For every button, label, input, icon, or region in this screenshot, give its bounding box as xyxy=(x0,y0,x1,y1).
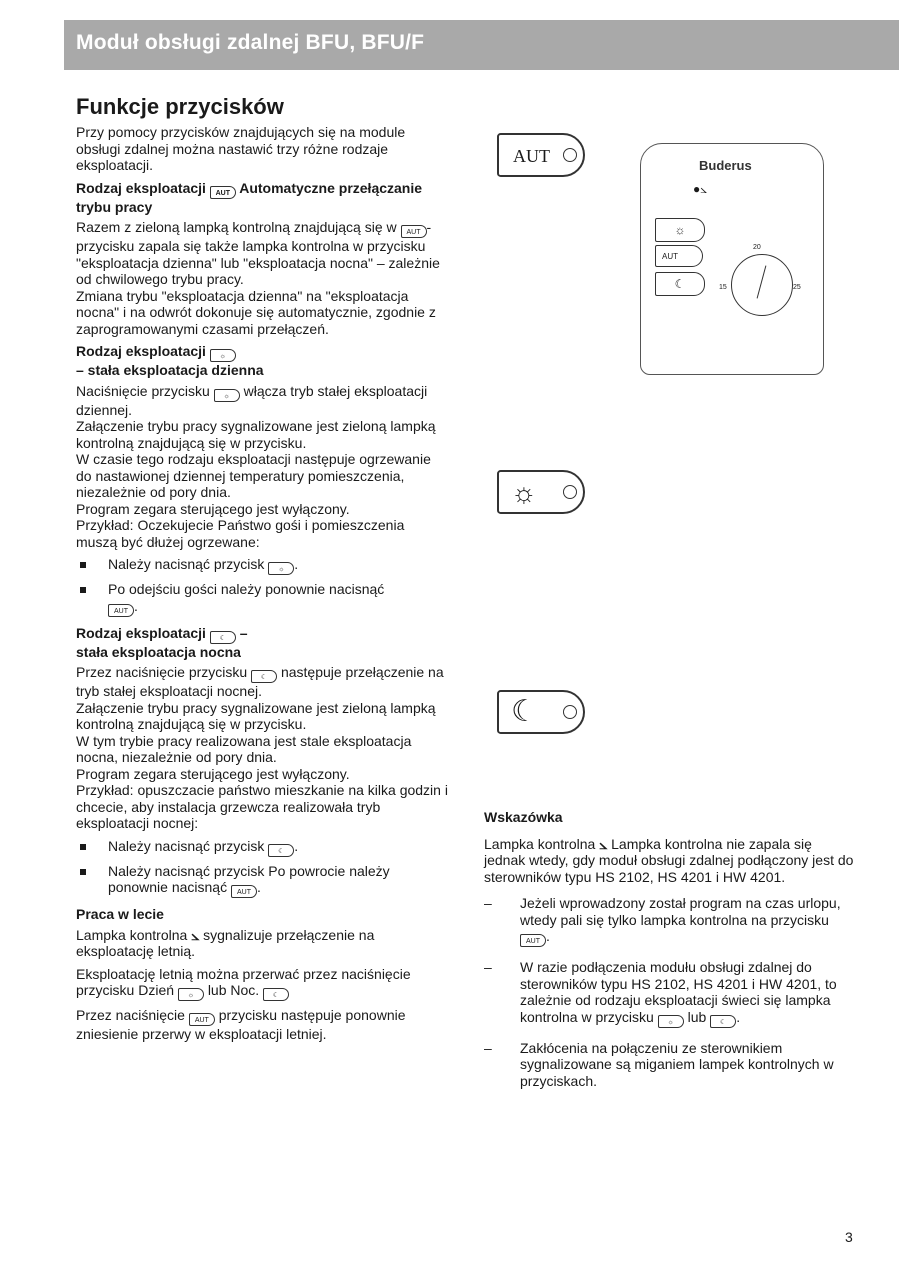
summer-lamp-icon: ⦣ xyxy=(191,926,200,943)
moon-button-icon: ☾ xyxy=(251,670,277,683)
dial-label-15: 15 xyxy=(719,284,727,291)
night-paragraph-1: Przez naciśnięcie przycisku ☾ następuje przełączenie na tryb stałej eksploatacji nocnej. xyxy=(76,664,444,699)
summer-paragraph-2: Eksploatację letnią można przerwać przez naciśnięcie przycisku Dzień ☼ lub Noc. ☾ xyxy=(76,965,411,999)
moon-button-icon: ☾ xyxy=(210,631,236,644)
hint-paragraph: Lampka kontrolna ⦣ Lampka kontrolna nie zapala się jednak wtedy, gdy moduł obsługi zdalnej podłączony jest do sterowników typu HS 2102, HS 4201 i HW 4201. xyxy=(484,835,854,885)
aut-button-icon: AUT xyxy=(520,934,546,947)
left-column xyxy=(76,94,448,1043)
dial-label-20: 20 xyxy=(753,244,761,251)
sun-button-icon: ☼ xyxy=(210,349,236,362)
sun-button-figure xyxy=(497,470,585,514)
indicator-led-icon xyxy=(563,148,577,162)
brand-logo: Buderus xyxy=(699,158,752,173)
list-item: – Zakłócenia na połączeniu ze sterownikiem sygnalizowane są miganiem lampek kontrolnych w przyciskach. xyxy=(484,1040,856,1090)
day-paragraph-3: W czasie tego rodzaju eksploatacji następuje ogrzewanie do nastawionej dziennej temperatury pomieszczenia, niezależnie od pory dnia. xyxy=(76,451,431,500)
sun-icon: ☼ xyxy=(511,477,537,508)
summer-paragraph-3: Przez naciśnięcie AUT przycisku następuje ponownie zniesienie przerwy w eksploatacji letniej. xyxy=(76,1007,406,1042)
list-item: Po odejściu gości należy ponownie nacisnąć AUT . xyxy=(76,581,448,617)
night-paragraph-2: Załączenie trybu pracy sygnalizowane jest zieloną lampką kontrolną znajdującą się w przycisku. xyxy=(76,699,436,732)
night-steps xyxy=(76,838,448,899)
day-steps xyxy=(76,556,448,617)
intro-text: Przy pomocy przycisków znajdujących się na module obsługi zdalnej można nastawić trzy różne rodzaje eksploatacji. xyxy=(76,124,406,173)
sun-button-icon: ☼ xyxy=(214,389,240,402)
section-heading: Funkcje przycisków xyxy=(76,94,284,119)
day-paragraph-5: Przykład: Oczekujecie Państwo gośi i pomieszczenia muszą być dłużej ogrzewane: xyxy=(76,517,405,550)
hint-list xyxy=(484,895,856,1089)
summer-lamp-icon: ⦣ xyxy=(599,835,608,852)
day-paragraph-1: Naciśnięcie przycisku ☼ włącza tryb stałej eksploatacji dziennej. xyxy=(76,382,428,418)
day-mode-heading: Rodzaj eksploatacji ☼ – stała eksploatacja dzienna xyxy=(76,343,264,378)
temperature-dial xyxy=(731,254,793,316)
sun-button-small: ☼ xyxy=(655,218,705,242)
summer-lamp-icon: ●⦣ xyxy=(693,182,708,196)
aut-button-label: AUT xyxy=(513,146,550,166)
header-bar xyxy=(64,20,899,70)
moon-button-icon: ☾ xyxy=(263,988,289,1001)
day-paragraph-2: Załączenie trybu pracy sygnalizowane jest zieloną lampką kontrolną znajdującą się w przycisku. xyxy=(76,418,436,451)
hint-heading: Wskazówka xyxy=(484,809,563,825)
sun-button-icon: ☼ xyxy=(268,562,294,575)
moon-button-small: ☾ xyxy=(655,272,705,296)
list-item: – Jeżeli wprowadzony został program na czas urlopu, wtedy pali się tylko lampka kontrolna na przycisku AUT . xyxy=(484,895,856,947)
night-mode-heading: Rodzaj eksploatacji ☾ – stała eksploatacja nocna xyxy=(76,624,248,660)
summer-paragraph-1: Lampka kontrolna ⦣ sygnalizuje przełączenie na eksploatację letnią. xyxy=(76,926,375,959)
page-number: 3 xyxy=(845,1229,853,1245)
moon-button-icon: ☾ xyxy=(710,1015,736,1028)
aut-button-figure xyxy=(497,133,585,177)
dial-label-25: 25 xyxy=(793,284,801,291)
indicator-led-icon xyxy=(563,705,577,719)
indicator-led-icon xyxy=(563,485,577,499)
list-item: Należy nacisnąć przycisk ☼ . xyxy=(76,556,448,575)
aut-button-icon: AUT xyxy=(231,885,257,898)
day-paragraph-4: Program zegara sterującego jest wyłączony. xyxy=(76,500,350,517)
aut-paragraph-1: Razem z zieloną lampką kontrolną znajdującą się w AUT -przycisku zapala się także lampka kontrolna w przycisku "eksploatacja dzienna" lub "eksploatacja nocna" – zależnie od chwilowego trybu pracy. xyxy=(76,219,440,287)
list-item: Należy nacisnąć przycisk Po powrocie należy ponownie nacisnąć AUT . xyxy=(76,863,448,899)
right-column xyxy=(484,803,856,1101)
aut-button-small: AUT xyxy=(655,245,703,267)
moon-button-figure xyxy=(497,690,585,734)
aut-button-icon: AUT xyxy=(108,604,134,617)
dial-pointer xyxy=(757,265,767,298)
night-paragraph-4: Program zegara sterującego jest wyłączony. xyxy=(76,765,350,782)
aut-mode-heading: Rodzaj eksploatacji AUT Automatyczne przełączanie trybu pracy xyxy=(76,179,423,215)
aut-paragraph-2: Zmiana trybu "eksploatacja dzienna" na "eksploatacja nocna" i na odwrót dokonuje się automatycznie, zgodnie z zaprogramowanymi czasami przełączeń. xyxy=(76,287,436,337)
aut-button-icon: AUT xyxy=(210,186,236,199)
remote-module-figure xyxy=(640,143,824,375)
header-title: Moduł obsługi zdalnej BFU, BFU/F xyxy=(76,31,425,54)
aut-button-icon: AUT xyxy=(189,1013,215,1026)
sun-button-icon: ☼ xyxy=(658,1015,684,1028)
summer-heading: Praca w lecie xyxy=(76,906,164,922)
moon-button-icon: ☾ xyxy=(268,844,294,857)
list-item: Należy nacisnąć przycisk ☾ . xyxy=(76,838,448,857)
night-paragraph-3: W tym trybie pracy realizowana jest stale eksploatacja nocna, niezależnie od pory dnia. xyxy=(76,732,412,765)
moon-icon: ☾ xyxy=(511,695,538,728)
sun-button-icon: ☼ xyxy=(178,988,204,1001)
aut-button-icon: AUT xyxy=(401,225,427,238)
night-paragraph-5: Przykład: opuszczacie państwo mieszkanie na kilka godzin i chcecie, aby instalacja grzewcza realizowała tryb eksploatacji nocnej: xyxy=(76,782,448,831)
list-item: – W razie podłączenia modułu obsługi zdalnej do sterowników typu HS 2102, HS 4201 i HW 4201, to zależnie od rodzaju eksploatacji świeci się lampka kontrolna w przycisku ☼ lub ☾ . xyxy=(484,959,856,1028)
